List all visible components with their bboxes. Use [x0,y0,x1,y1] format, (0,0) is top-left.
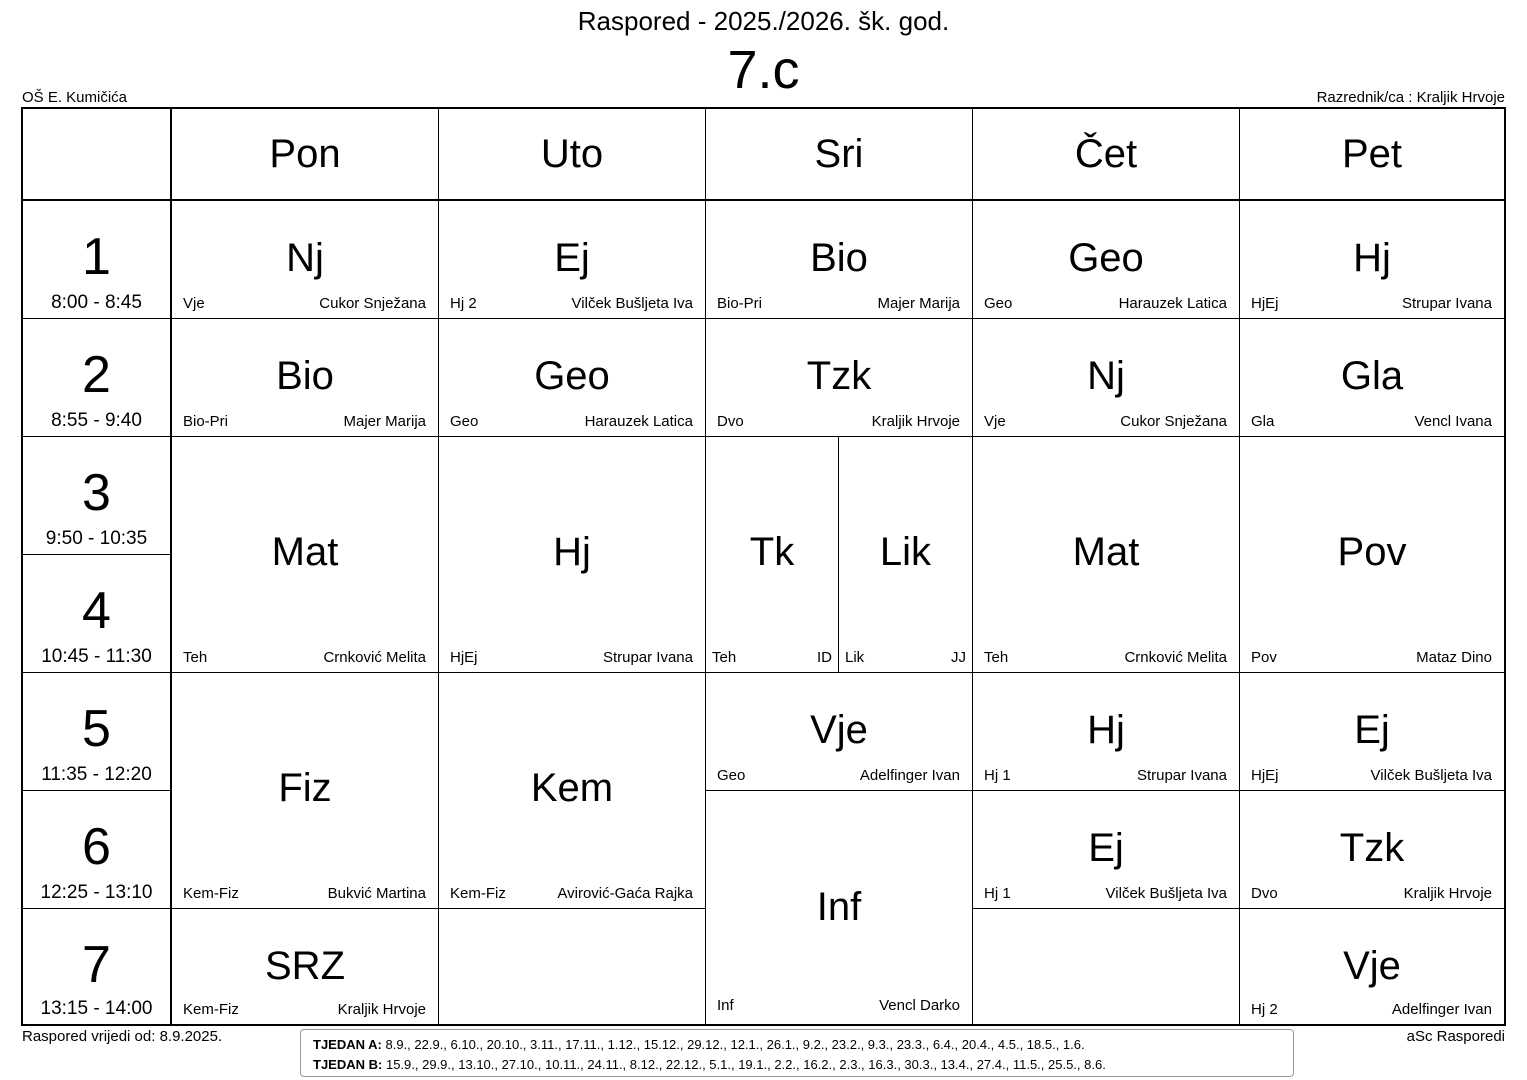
lesson-subject: Fiz [278,766,332,810]
lesson-cell[interactable] [706,673,973,791]
period-number: 7 [82,936,111,994]
period-cell [23,555,172,673]
lesson-cell[interactable] [439,201,706,319]
lesson-room: Vje [183,295,205,312]
lesson-subject: Vje [1343,944,1401,988]
lesson-teacher: Mataz Dino [1416,649,1492,666]
lesson-cell[interactable] [172,673,439,909]
lesson-room: Pov [1251,649,1277,666]
lesson-teacher: Cukor Snježana [319,295,426,312]
period-number: 2 [82,346,111,404]
lesson-room: Hj 1 [984,767,1011,784]
lesson-cell[interactable] [973,319,1240,437]
lesson-room: Hj 2 [1251,1001,1278,1018]
lesson-subject: Hj [1087,708,1125,752]
period-number: 4 [82,582,111,640]
period-time: 9:50 - 10:35 [45,528,148,549]
week-b-row [313,1055,1293,1075]
lesson-cell[interactable] [973,791,1240,909]
lesson-teacher: Kraljik Hrvoje [871,413,960,430]
lesson-teacher: Cukor Snježana [1120,413,1227,430]
lesson-cell[interactable] [706,791,973,1024]
lesson-subject: Tk [749,530,795,574]
lesson-room: Gla [1251,413,1275,430]
lesson-cell[interactable] [706,319,973,437]
lesson-teacher: Adelfinger Ivan [1391,1001,1492,1018]
lesson-subject: Mat [1072,530,1140,574]
lesson-cell[interactable] [172,201,439,319]
lesson-subject: Hj [1353,236,1391,280]
lesson-room: Bio-Pri [183,413,229,430]
lesson-room: HjEj [450,649,478,666]
period-cell [23,791,172,909]
lesson-teacher: Kraljik Hrvoje [337,1001,426,1018]
lesson-teacher: Adelfinger Ivan [859,767,960,784]
lesson-teacher: Vencl Ivana [1414,413,1492,430]
lesson-room: Teh [984,649,1009,666]
lesson-subject: Bio [276,354,334,398]
empty-lesson-cell [439,909,706,1024]
lesson-room: Dvo [1251,885,1278,902]
lesson-cell[interactable] [439,673,706,909]
lesson-room: HjEj [1251,295,1279,312]
lesson-teacher: Vencl Darko [879,997,960,1014]
lesson-teacher: Vilček Bušljeta Iva [1370,767,1492,784]
lesson-teacher: Strupar Ivana [602,649,693,666]
lesson-room: Inf [717,997,734,1014]
lesson-room: Geo [984,295,1013,312]
day-header: Pon [172,109,439,201]
lesson-teacher: Strupar Ivana [1401,295,1492,312]
lesson-cell[interactable] [1240,319,1504,437]
lesson-room: Teh [712,649,737,666]
lesson-room: Hj 1 [984,885,1011,902]
lesson-subject: Kem [530,766,614,810]
period-time: 8:55 - 9:40 [51,410,142,431]
week-b-dates: 15.9., 29.9., 13.10., 27.10., 10.11., 24.11., 8.12., 22.12., 5.1., 19.1., 2.2., 16.2., 2.3., 16.3., 30.3., 13.4., 27.4., 11.5., 25.5., 8.6. [385,1057,1106,1072]
lesson-subject: Tzk [1339,826,1405,870]
lesson-cell[interactable] [706,201,973,319]
lesson-cell[interactable] [172,319,439,437]
period-time: 13:15 - 14:00 [40,998,153,1019]
page-title: Raspored - 2025./2026. šk. god. [577,6,950,36]
lesson-subject: Pov [1337,530,1407,574]
lesson-subject: Geo [1068,236,1144,280]
lesson-room: Dvo [717,413,744,430]
week-b-label: TJEDAN B: [313,1057,383,1072]
lesson-room: Geo [450,413,479,430]
day-header: Uto [439,109,706,201]
lesson-subject: Ej [1354,708,1390,752]
lesson-subject: Gla [1340,354,1404,398]
lesson-teacher: Bukvić Martina [327,885,426,902]
period-number: 5 [82,700,111,758]
lesson-teacher: ID [817,649,832,666]
lesson-subject: Geo [534,354,610,398]
lesson-cell[interactable] [1240,909,1504,1024]
week-a-label: TJEDAN A: [313,1037,382,1052]
lesson-cell[interactable] [172,909,439,1024]
lesson-teacher: Vilček Bušljeta Iva [571,295,693,312]
lesson-cell[interactable] [439,437,706,673]
period-time: 10:45 - 11:30 [41,646,152,667]
lesson-cell[interactable] [706,437,839,673]
lesson-teacher: JJ [951,649,966,666]
corner-cell [23,109,172,201]
valid-from: Raspored vrijedi od: 8.9.2025. [22,1028,223,1045]
lesson-subject: Vje [810,708,868,752]
lesson-room: Lik [845,649,865,666]
lesson-teacher: Crnković Melita [323,649,426,666]
lesson-subject: Hj [553,530,591,574]
week-dates-box [300,1029,1294,1077]
lesson-teacher: Majer Marija [343,413,426,430]
period-number: 1 [82,228,111,286]
period-time: 11:35 - 12:20 [41,764,152,785]
period-number: 6 [82,818,111,876]
lesson-room: Geo [717,767,746,784]
day-header: Sri [706,109,973,201]
period-cell [23,319,172,437]
lesson-teacher: Harauzek Latica [584,413,693,430]
lesson-cell[interactable] [973,201,1240,319]
lesson-room: Kem-Fiz [183,1001,239,1018]
empty-lesson-cell [973,909,1240,1024]
lesson-teacher: Crnković Melita [1124,649,1227,666]
lesson-cell[interactable] [1240,437,1504,673]
period-number: 3 [82,464,111,522]
lesson-teacher: Avirović-Gaća Rajka [557,885,693,902]
lesson-subject: Nj [1087,354,1125,398]
period-cell [23,437,172,555]
period-cell [23,673,172,791]
lesson-room: Hj 2 [450,295,477,312]
day-header: Čet [973,109,1240,201]
lesson-teacher: Vilček Bušljeta Iva [1105,885,1227,902]
lesson-cell[interactable] [1240,791,1504,909]
lesson-room: Kem-Fiz [450,885,506,902]
lesson-cell[interactable] [439,319,706,437]
lesson-cell[interactable] [973,437,1240,673]
lesson-subject: Nj [286,236,324,280]
lesson-subject: Ej [554,236,590,280]
lesson-subject: Inf [816,885,862,929]
lesson-room: Bio-Pri [717,295,763,312]
lesson-subject: Tzk [806,354,872,398]
lesson-subject: SRZ [265,944,345,988]
homeroom-teacher: Razrednik/ca : Kraljik Hrvoje [1316,89,1505,106]
lesson-room: Teh [183,649,208,666]
school-name: OŠ E. Kumičića [22,89,128,106]
lesson-cell[interactable] [973,673,1240,791]
day-header: Pet [1240,109,1504,201]
period-cell [23,909,172,1024]
lesson-cell[interactable] [1240,673,1504,791]
lesson-subject: Ej [1088,826,1124,870]
period-cell [23,201,172,319]
lesson-teacher: Kraljik Hrvoje [1403,885,1492,902]
lesson-room: Vje [984,413,1006,430]
period-time: 12:25 - 13:10 [40,882,153,903]
lesson-cell[interactable] [839,437,973,673]
week-a-row [313,1035,1293,1055]
lesson-teacher: Strupar Ivana [1136,767,1227,784]
lesson-subject: Mat [271,530,339,574]
period-time: 8:00 - 8:45 [51,292,142,313]
lesson-teacher: Harauzek Latica [1118,295,1227,312]
lesson-teacher: Majer Marija [877,295,960,312]
lesson-cell[interactable] [1240,201,1504,319]
software-credit: aSc Rasporedi [1406,1028,1505,1045]
lesson-subject: Lik [879,530,932,574]
week-a-dates: 8.9., 22.9., 6.10., 20.10., 3.11., 17.11., 1.12., 15.12., 29.12., 12.1., 26.1., 9.2., 23.2., 9.3., 23.3., 6.4., 20.4., 4.5., 18.5., 1.6. [385,1037,1085,1052]
lesson-cell[interactable] [172,437,439,673]
lesson-room: HjEj [1251,767,1279,784]
timetable-grid [21,107,1506,1026]
lesson-room: Kem-Fiz [183,885,239,902]
class-name: 7.c [727,40,800,100]
lesson-subject: Bio [810,236,868,280]
